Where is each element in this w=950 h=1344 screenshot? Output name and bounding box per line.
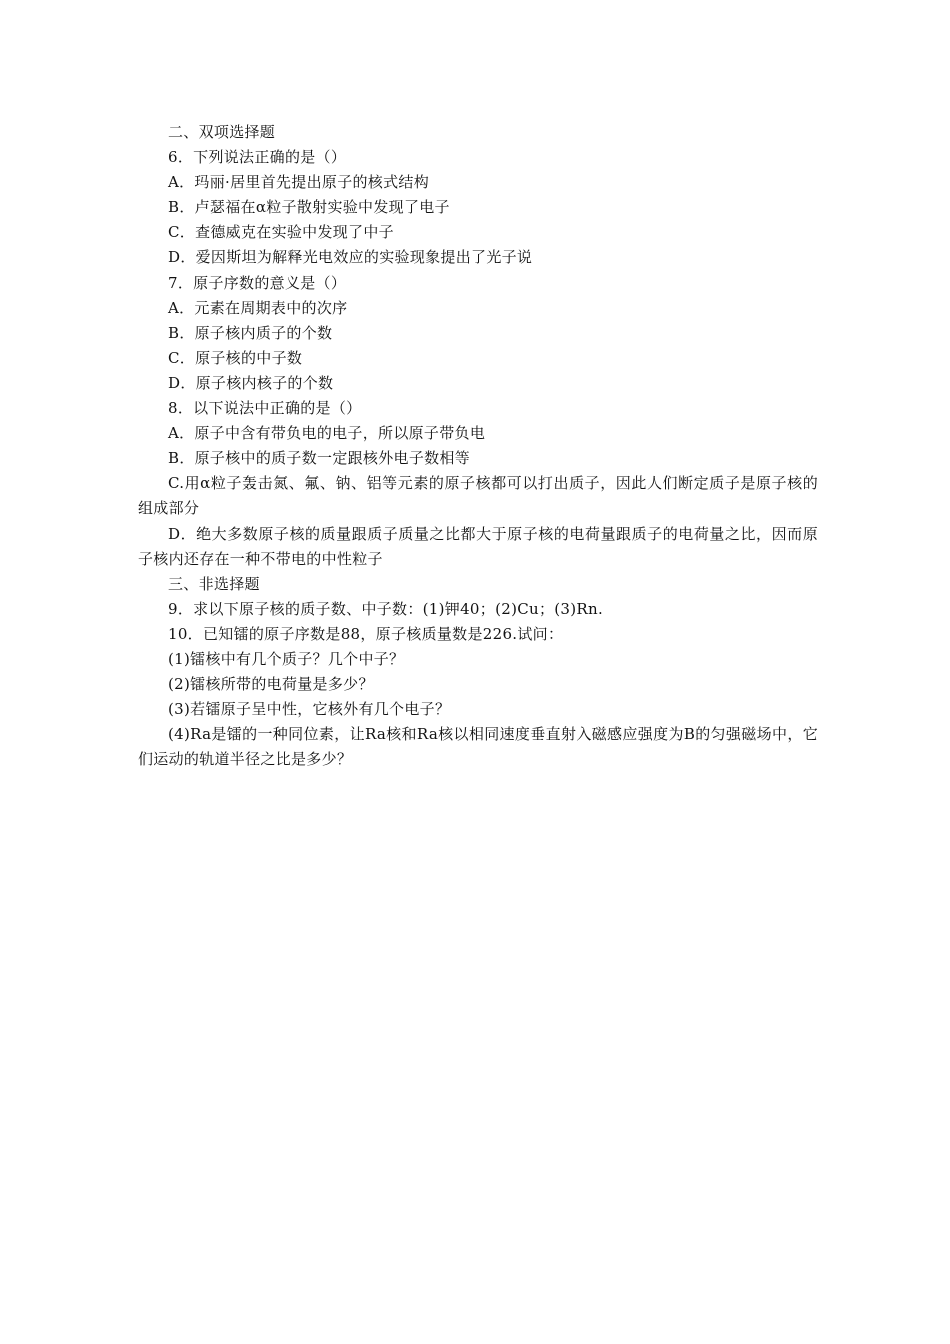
- question-7-option-c: C．原子核的中子数: [168, 348, 303, 367]
- section-heading-double-choice: 二、双项选择题: [168, 123, 276, 141]
- question-10-part-2: (2)镭核所带的电荷量是多少？: [168, 675, 374, 694]
- question-6-option-d: D．爱因斯坦为解释光电效应的实验现象提出了光子说: [168, 248, 533, 267]
- question-8-option-c: C.用α粒子轰击氮、氟、钠、铝等元素的原子核都可以打出质子，因此人们断定质子是原子核的组成部分: [138, 474, 818, 518]
- question-10-part-4: (4)Ra是镭的一种同位素，让Ra核和Ra核以相同速度垂直射入磁感应强度为B的匀强磁场中，它们运动的轨道半径之比是多少？: [138, 725, 818, 769]
- question-7-option-b: B．原子核内质子的个数: [168, 323, 333, 342]
- question-10-part-1: (1)镭核中有几个质子？几个中子？: [168, 649, 405, 668]
- question-6-option-b: B．卢瑟福在α粒子散射实验中发现了电子: [168, 198, 450, 217]
- question-10-stem: 10．已知镭的原子序数是88，原子核质量数是226.试问：: [168, 624, 564, 643]
- question-8-option-b: B．原子核中的质子数一定跟核外电子数相等: [168, 449, 471, 468]
- question-8-stem: 8．以下说法中正确的是（）: [168, 399, 362, 418]
- section-heading-non-choice: 三、非选择题: [168, 574, 260, 593]
- question-7-option-a: A．元素在周期表中的次序: [168, 298, 348, 317]
- question-6-stem: 6．下列说法正确的是（）: [168, 148, 347, 167]
- question-6-option-c: C．查德威克在实验中发现了中子: [168, 223, 394, 242]
- question-10-part-3: (3)若镭原子呈中性，它核外有几个电子？: [168, 700, 451, 719]
- document-body: [138, 120, 818, 772]
- question-6-option-a: A．玛丽·居里首先提出原子的核式结构: [168, 173, 430, 192]
- question-9: 9．求以下原子核的质子数、中子数：(1)钾40；(2)Cu；(3)Rn.: [168, 599, 604, 618]
- question-7-stem: 7．原子序数的意义是（）: [168, 273, 347, 292]
- question-7-option-d: D．原子核内核子的个数: [168, 373, 334, 392]
- question-8-option-a: A．原子中含有带负电的电子，所以原子带负电: [168, 424, 486, 443]
- question-8-option-d: D．绝大多数原子核的质量跟质子质量之比都大于原子核的电荷量跟质子的电荷量之比，因而原子核内还存在一种不带电的中性粒子: [138, 524, 818, 568]
